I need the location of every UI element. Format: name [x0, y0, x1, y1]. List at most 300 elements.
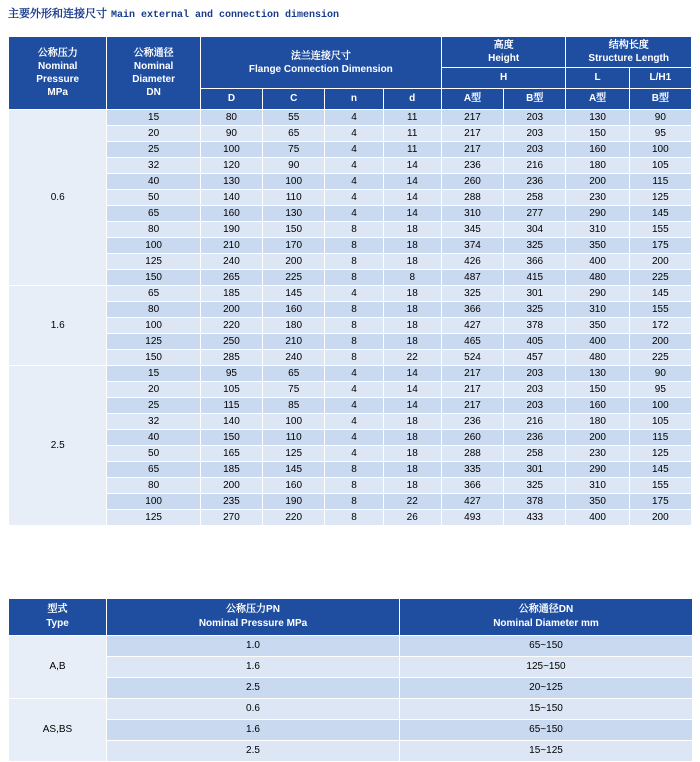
cell-length-a: 180	[566, 158, 629, 174]
type-table	[8, 598, 693, 762]
cell-flange-n: 8	[325, 494, 383, 510]
cell-length-b: 100	[629, 398, 691, 414]
cell-height-b: 258	[504, 446, 566, 462]
cell-flange-d: 95	[200, 366, 262, 382]
cell-height-a: 427	[441, 318, 503, 334]
cell-flange-d-small: 18	[383, 222, 441, 238]
cell-length-a: 290	[566, 206, 629, 222]
cell-height-b: 216	[504, 414, 566, 430]
type-table-body	[9, 636, 693, 762]
cell-flange-d-small: 8	[383, 270, 441, 286]
cell-length-b: 115	[629, 174, 691, 190]
cell-flange-d: 190	[200, 222, 262, 238]
cell-length-a: 310	[566, 478, 629, 494]
cell-type-pn: 2.5	[107, 741, 400, 762]
cell-length-a: 160	[566, 142, 629, 158]
cell-flange-d-small: 11	[383, 110, 441, 126]
cell-flange-d: 90	[200, 126, 262, 142]
cell-flange-d: 130	[200, 174, 262, 190]
cell-flange-n: 8	[325, 222, 383, 238]
cell-flange-d: 185	[200, 286, 262, 302]
cell-height-b: 216	[504, 158, 566, 174]
cell-flange-d: 200	[200, 302, 262, 318]
header-structure-length: 结构长度 Structure Length	[566, 37, 692, 68]
table-row	[9, 334, 692, 350]
cell-height-b: 325	[504, 478, 566, 494]
cell-dn: 20	[107, 382, 200, 398]
cell-flange-c: 65	[263, 126, 325, 142]
cell-flange-d-small: 11	[383, 126, 441, 142]
cell-flange-c: 160	[263, 302, 325, 318]
cell-dn: 50	[107, 446, 200, 462]
cell-flange-d: 240	[200, 254, 262, 270]
cell-flange-c: 200	[263, 254, 325, 270]
cell-dn: 125	[107, 510, 200, 526]
cell-length-a: 150	[566, 382, 629, 398]
cell-type: A,B	[9, 636, 107, 699]
table-row	[9, 302, 692, 318]
cell-flange-d: 235	[200, 494, 262, 510]
cell-length-b: 115	[629, 430, 691, 446]
table-row	[9, 366, 692, 382]
table-row	[9, 478, 692, 494]
cell-length-b: 125	[629, 446, 691, 462]
table-row	[9, 174, 692, 190]
cell-height-b: 405	[504, 334, 566, 350]
cell-dn: 40	[107, 430, 200, 446]
cell-dn: 25	[107, 398, 200, 414]
cell-flange-d: 120	[200, 158, 262, 174]
cell-dn: 25	[107, 142, 200, 158]
cell-length-a: 310	[566, 302, 629, 318]
cell-length-b: 175	[629, 494, 691, 510]
cell-length-a: 160	[566, 398, 629, 414]
table-row	[9, 190, 692, 206]
table-row	[9, 398, 692, 414]
cell-flange-d-small: 18	[383, 318, 441, 334]
cell-flange-c: 90	[263, 158, 325, 174]
cell-length-a: 130	[566, 366, 629, 382]
table-row	[9, 430, 692, 446]
cell-type-dn: 15~125	[400, 741, 693, 762]
cell-flange-n: 4	[325, 158, 383, 174]
cell-flange-d-small: 18	[383, 286, 441, 302]
cell-type: AS,BS	[9, 699, 107, 762]
cell-height-b: 236	[504, 430, 566, 446]
cell-height-b: 325	[504, 302, 566, 318]
cell-flange-d: 270	[200, 510, 262, 526]
table-row	[9, 350, 692, 366]
cell-flange-d-small: 18	[383, 462, 441, 478]
cell-flange-d-small: 26	[383, 510, 441, 526]
header-flange-d: D	[200, 89, 262, 110]
cell-flange-n: 8	[325, 302, 383, 318]
cell-length-b: 95	[629, 382, 691, 398]
cell-flange-d: 265	[200, 270, 262, 286]
cell-dn: 65	[107, 286, 200, 302]
table-row	[9, 318, 692, 334]
cell-flange-n: 8	[325, 318, 383, 334]
cell-flange-d: 200	[200, 478, 262, 494]
cell-length-b: 155	[629, 302, 691, 318]
cell-height-b: 203	[504, 398, 566, 414]
cell-flange-d: 185	[200, 462, 262, 478]
cell-flange-d-small: 22	[383, 350, 441, 366]
cell-height-a: 426	[441, 254, 503, 270]
cell-dn: 15	[107, 366, 200, 382]
cell-length-b: 90	[629, 110, 691, 126]
cell-flange-d: 140	[200, 414, 262, 430]
cell-nominal-pressure: 0.6	[9, 110, 107, 286]
table-row	[9, 222, 692, 238]
header-length-type-a: A型	[566, 89, 629, 110]
cell-flange-n: 8	[325, 238, 383, 254]
cell-type-dn: 20~125	[400, 678, 693, 699]
cell-height-b: 277	[504, 206, 566, 222]
type-table-head	[9, 599, 693, 636]
cell-height-a: 524	[441, 350, 503, 366]
header-type-pn: 公称压力PN Nominal Pressure MPa	[107, 599, 400, 636]
header-length-type-b: B型	[629, 89, 691, 110]
cell-flange-c: 100	[263, 414, 325, 430]
cell-length-b: 145	[629, 206, 691, 222]
cell-height-b: 304	[504, 222, 566, 238]
cell-flange-d: 80	[200, 110, 262, 126]
cell-length-b: 125	[629, 190, 691, 206]
cell-flange-c: 160	[263, 478, 325, 494]
cell-flange-d-small: 11	[383, 142, 441, 158]
cell-dn: 80	[107, 302, 200, 318]
page-title	[8, 5, 339, 21]
cell-flange-d-small: 18	[383, 478, 441, 494]
cell-length-b: 105	[629, 158, 691, 174]
cell-type-dn: 125~150	[400, 657, 693, 678]
cell-height-b: 203	[504, 110, 566, 126]
cell-height-b: 378	[504, 494, 566, 510]
cell-dn: 80	[107, 222, 200, 238]
cell-height-a: 217	[441, 398, 503, 414]
cell-length-b: 95	[629, 126, 691, 142]
cell-dn: 15	[107, 110, 200, 126]
cell-flange-n: 4	[325, 414, 383, 430]
cell-flange-c: 240	[263, 350, 325, 366]
table-row	[9, 414, 692, 430]
cell-height-a: 217	[441, 126, 503, 142]
table-row	[9, 158, 692, 174]
header-height-h: H	[441, 68, 566, 89]
cell-dn: 100	[107, 494, 200, 510]
type-table-row	[9, 720, 693, 741]
header-nominal-pressure: 公称压力 Nominal Pressure MPa	[9, 37, 107, 110]
cell-flange-c: 210	[263, 334, 325, 350]
cell-length-a: 130	[566, 110, 629, 126]
cell-flange-n: 4	[325, 366, 383, 382]
cell-height-b: 203	[504, 366, 566, 382]
cell-length-b: 145	[629, 462, 691, 478]
table-row	[9, 382, 692, 398]
cell-length-b: 100	[629, 142, 691, 158]
cell-flange-c: 180	[263, 318, 325, 334]
table-row	[9, 462, 692, 478]
cell-dn: 80	[107, 478, 200, 494]
cell-flange-c: 75	[263, 142, 325, 158]
cell-flange-d-small: 14	[383, 174, 441, 190]
cell-flange-c: 130	[263, 206, 325, 222]
cell-height-a: 310	[441, 206, 503, 222]
cell-type-pn: 1.0	[107, 636, 400, 657]
page-title-en: Main external and connection dimension	[111, 10, 340, 21]
cell-height-a: 427	[441, 494, 503, 510]
cell-flange-c: 55	[263, 110, 325, 126]
cell-flange-n: 4	[325, 446, 383, 462]
cell-height-b: 236	[504, 174, 566, 190]
dimension-table-head	[9, 37, 692, 110]
cell-type-dn: 65~150	[400, 720, 693, 741]
cell-flange-c: 150	[263, 222, 325, 238]
cell-height-a: 288	[441, 446, 503, 462]
cell-length-b: 145	[629, 286, 691, 302]
cell-flange-c: 100	[263, 174, 325, 190]
cell-flange-d-small: 22	[383, 494, 441, 510]
cell-length-b: 200	[629, 510, 691, 526]
cell-length-b: 172	[629, 318, 691, 334]
table-row	[9, 446, 692, 462]
header-flange-d-small: d	[383, 89, 441, 110]
cell-length-b: 105	[629, 414, 691, 430]
cell-dn: 50	[107, 190, 200, 206]
cell-height-b: 457	[504, 350, 566, 366]
header-flange-c: C	[263, 89, 325, 110]
type-table-row	[9, 678, 693, 699]
header-height-type-b: B型	[504, 89, 566, 110]
table-row	[9, 494, 692, 510]
cell-flange-d-small: 18	[383, 302, 441, 318]
cell-dn: 100	[107, 238, 200, 254]
cell-length-a: 290	[566, 286, 629, 302]
dimension-table-body	[9, 110, 692, 526]
cell-length-a: 310	[566, 222, 629, 238]
cell-length-a: 400	[566, 510, 629, 526]
table-row	[9, 206, 692, 222]
cell-height-a: 236	[441, 414, 503, 430]
cell-flange-d: 165	[200, 446, 262, 462]
cell-length-a: 480	[566, 350, 629, 366]
cell-dn: 32	[107, 414, 200, 430]
type-table-row	[9, 699, 693, 720]
cell-length-a: 480	[566, 270, 629, 286]
cell-length-b: 200	[629, 254, 691, 270]
cell-flange-n: 4	[325, 382, 383, 398]
cell-flange-n: 4	[325, 110, 383, 126]
cell-type-pn: 1.6	[107, 720, 400, 741]
cell-flange-d-small: 18	[383, 414, 441, 430]
cell-height-b: 325	[504, 238, 566, 254]
header-nominal-diameter: 公称通径 Nominal Diameter DN	[107, 37, 200, 110]
cell-length-a: 350	[566, 238, 629, 254]
cell-length-a: 150	[566, 126, 629, 142]
cell-dn: 32	[107, 158, 200, 174]
header-type: 型式 Type	[9, 599, 107, 636]
cell-flange-d-small: 14	[383, 366, 441, 382]
cell-flange-n: 8	[325, 510, 383, 526]
cell-length-a: 290	[566, 462, 629, 478]
table-row	[9, 110, 692, 126]
cell-flange-n: 4	[325, 206, 383, 222]
cell-flange-d-small: 14	[383, 398, 441, 414]
cell-dn: 125	[107, 254, 200, 270]
dimension-table	[8, 36, 692, 526]
cell-type-dn: 15~150	[400, 699, 693, 720]
cell-flange-d: 100	[200, 142, 262, 158]
cell-height-a: 217	[441, 366, 503, 382]
cell-length-b: 155	[629, 478, 691, 494]
cell-length-a: 200	[566, 430, 629, 446]
cell-height-b: 203	[504, 382, 566, 398]
cell-height-a: 465	[441, 334, 503, 350]
cell-flange-c: 110	[263, 430, 325, 446]
cell-flange-d: 150	[200, 430, 262, 446]
cell-flange-c: 65	[263, 366, 325, 382]
header-length-l: L	[566, 68, 629, 89]
cell-flange-n: 4	[325, 398, 383, 414]
cell-flange-c: 145	[263, 462, 325, 478]
cell-flange-c: 110	[263, 190, 325, 206]
table-row	[9, 510, 692, 526]
cell-flange-c: 170	[263, 238, 325, 254]
cell-length-b: 225	[629, 270, 691, 286]
cell-dn: 100	[107, 318, 200, 334]
cell-flange-n: 8	[325, 334, 383, 350]
cell-flange-d: 140	[200, 190, 262, 206]
cell-flange-c: 75	[263, 382, 325, 398]
cell-height-a: 487	[441, 270, 503, 286]
cell-height-a: 345	[441, 222, 503, 238]
cell-height-a: 260	[441, 430, 503, 446]
cell-flange-n: 4	[325, 174, 383, 190]
cell-length-a: 350	[566, 494, 629, 510]
cell-dn: 65	[107, 462, 200, 478]
cell-flange-n: 4	[325, 142, 383, 158]
cell-flange-d-small: 18	[383, 254, 441, 270]
cell-height-a: 325	[441, 286, 503, 302]
cell-flange-n: 8	[325, 350, 383, 366]
header-flange-connection: 法兰连接尺寸 Flange Connection Dimension	[200, 37, 441, 89]
cell-flange-d: 220	[200, 318, 262, 334]
cell-length-b: 90	[629, 366, 691, 382]
page-title-cn: 主要外形和连接尺寸	[8, 8, 107, 20]
cell-length-a: 350	[566, 318, 629, 334]
cell-height-a: 366	[441, 478, 503, 494]
header-flange-n: n	[325, 89, 383, 110]
cell-flange-n: 8	[325, 270, 383, 286]
table-row	[9, 142, 692, 158]
table-row	[9, 126, 692, 142]
cell-height-b: 378	[504, 318, 566, 334]
type-table-row	[9, 741, 693, 762]
table-row	[9, 238, 692, 254]
cell-dn: 20	[107, 126, 200, 142]
cell-flange-d: 115	[200, 398, 262, 414]
cell-flange-n: 4	[325, 286, 383, 302]
cell-height-b: 415	[504, 270, 566, 286]
cell-flange-c: 220	[263, 510, 325, 526]
cell-height-a: 374	[441, 238, 503, 254]
cell-length-a: 180	[566, 414, 629, 430]
cell-flange-d-small: 18	[383, 430, 441, 446]
header-height: 高度 Height	[441, 37, 566, 68]
cell-length-b: 225	[629, 350, 691, 366]
cell-type-dn: 65~150	[400, 636, 693, 657]
cell-length-a: 400	[566, 254, 629, 270]
cell-flange-n: 8	[325, 462, 383, 478]
cell-height-a: 493	[441, 510, 503, 526]
cell-flange-d: 210	[200, 238, 262, 254]
cell-flange-c: 125	[263, 446, 325, 462]
cell-type-pn: 1.6	[107, 657, 400, 678]
cell-height-a: 260	[441, 174, 503, 190]
cell-height-a: 288	[441, 190, 503, 206]
type-header-row	[9, 599, 693, 636]
cell-height-b: 203	[504, 142, 566, 158]
cell-flange-n: 8	[325, 478, 383, 494]
cell-height-b: 301	[504, 462, 566, 478]
cell-dn: 125	[107, 334, 200, 350]
cell-flange-c: 145	[263, 286, 325, 302]
cell-height-b: 433	[504, 510, 566, 526]
cell-flange-d: 160	[200, 206, 262, 222]
cell-height-a: 335	[441, 462, 503, 478]
cell-flange-d: 285	[200, 350, 262, 366]
cell-height-a: 217	[441, 382, 503, 398]
cell-height-a: 217	[441, 142, 503, 158]
cell-flange-c: 85	[263, 398, 325, 414]
cell-length-a: 230	[566, 190, 629, 206]
header-length-l-h1: L/H1	[629, 68, 691, 89]
cell-height-a: 366	[441, 302, 503, 318]
header-type-dn: 公称通径DN Nominal Diameter mm	[400, 599, 693, 636]
cell-dn: 150	[107, 270, 200, 286]
cell-flange-d-small: 18	[383, 238, 441, 254]
cell-dn: 40	[107, 174, 200, 190]
cell-flange-d-small: 14	[383, 206, 441, 222]
cell-flange-d-small: 14	[383, 158, 441, 174]
cell-height-b: 258	[504, 190, 566, 206]
table-row	[9, 270, 692, 286]
cell-length-b: 200	[629, 334, 691, 350]
cell-type-pn: 0.6	[107, 699, 400, 720]
cell-length-a: 400	[566, 334, 629, 350]
cell-height-b: 301	[504, 286, 566, 302]
cell-flange-d: 250	[200, 334, 262, 350]
cell-height-b: 366	[504, 254, 566, 270]
table-row	[9, 286, 692, 302]
cell-flange-d-small: 18	[383, 446, 441, 462]
cell-flange-d: 105	[200, 382, 262, 398]
cell-flange-n: 4	[325, 126, 383, 142]
cell-nominal-pressure: 2.5	[9, 366, 107, 526]
cell-height-a: 236	[441, 158, 503, 174]
cell-flange-d-small: 14	[383, 190, 441, 206]
cell-flange-n: 4	[325, 430, 383, 446]
table-row	[9, 254, 692, 270]
type-table-row	[9, 657, 693, 678]
cell-dn: 150	[107, 350, 200, 366]
cell-length-b: 155	[629, 222, 691, 238]
cell-flange-d-small: 14	[383, 382, 441, 398]
cell-flange-d-small: 18	[383, 334, 441, 350]
header-height-type-a: A型	[441, 89, 503, 110]
cell-length-b: 175	[629, 238, 691, 254]
